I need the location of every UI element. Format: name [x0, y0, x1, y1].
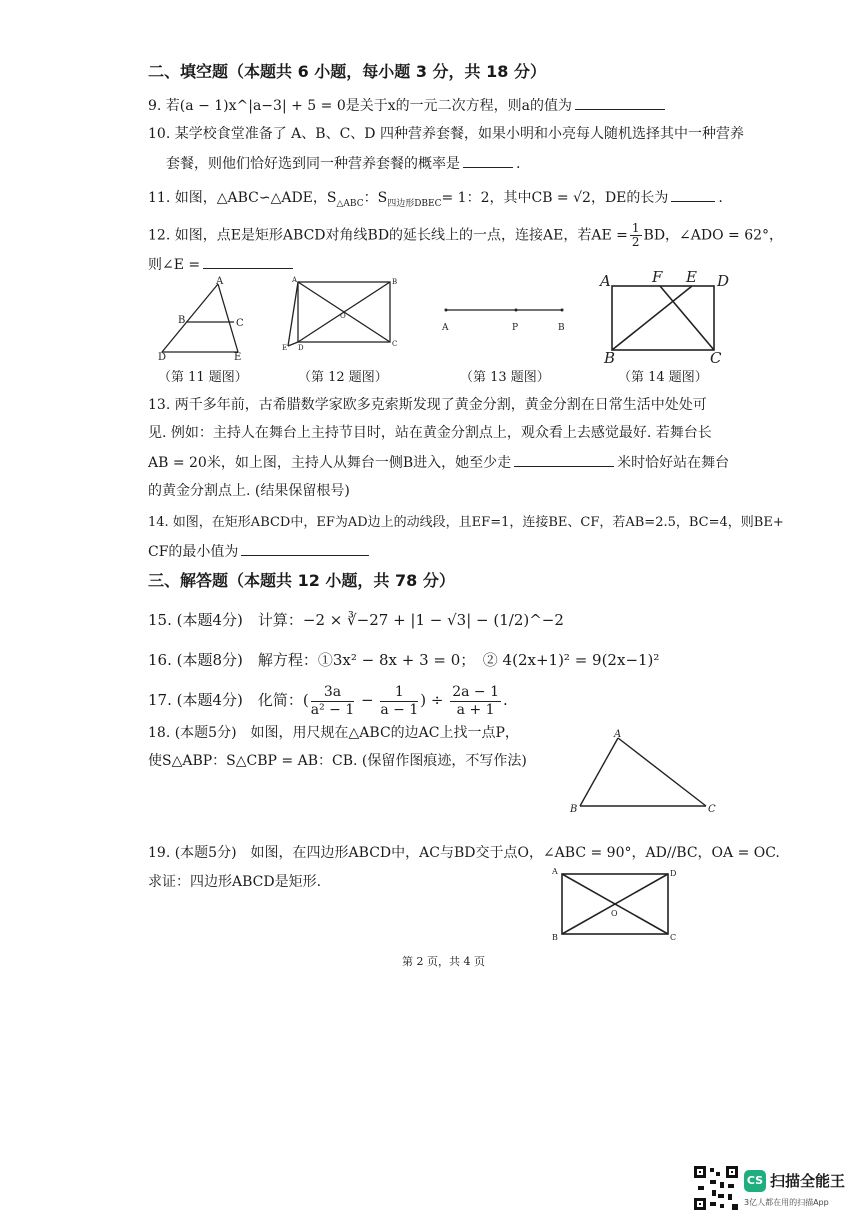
question-17-frac-3: $\frac{2a - 1}{a + 1}$ — [452, 683, 499, 718]
answer-blank-12 — [203, 254, 293, 269]
app-name: 扫描全能王 — [770, 1172, 846, 1190]
fig11-label-e: E — [234, 352, 242, 360]
qr-code-icon — [694, 1166, 738, 1210]
figure-12 — [282, 274, 406, 354]
question-11-sub-abc: △ABC — [336, 198, 364, 209]
fig13-label-a: A — [442, 323, 449, 333]
section-2-title: 二、填空题（本题共 6 小题，每小题 3 分，共 18 分） — [148, 62, 546, 81]
question-11-sub-dbec: 四边形DBEC — [387, 198, 442, 209]
question-9 — [148, 95, 668, 116]
question-19-line-1: 19. (本题5分) 如图，在四边形ABCD中，AC与BD交于点O，∠ABC = 90°，AD//BC，OA = OC. — [148, 845, 780, 861]
answer-blank-11 — [671, 187, 715, 202]
fig13-label-b: B — [558, 323, 565, 333]
question-13-line-1: 13. 两千多年前，古希腊数学家欧多克索斯发现了黄金分割，黄金分割在日常生活中处处可 — [148, 397, 707, 413]
question-19-line-2: 求证：四边形ABCD是矩形. — [148, 874, 322, 890]
fig14-label-a: A — [600, 272, 611, 290]
fig14-label-f: F — [652, 268, 663, 286]
question-10-text: 套餐，则他们恰好选到同一种营养套餐的概率是 — [166, 156, 460, 172]
question-12-text-a: 12. 如图，点E是矩形ABCD对角线BD的延长线上的一点，连接AE，若AE = — [148, 227, 628, 244]
question-11-part-a: 11. 如图，△ABC∽△ADE，S — [148, 190, 337, 206]
fig11-label-c: C — [236, 318, 244, 329]
question-14-line-1: 14. 如图，在矩形ABCD中，EF为AD边上的动线段，且EF=1，连接BE、CF，若AB=2.5，BC=4，则BE+ — [148, 515, 784, 530]
fig19-label-c: C — [670, 933, 677, 942]
question-16: 16. (本题8分) 解方程：①3x² − 8x + 3 = 0； ② 4(2x+1)² = 9(2x−1)² — [148, 651, 660, 669]
fig11-label-b: B — [178, 315, 186, 326]
fig13-label-p: P — [512, 323, 519, 333]
page-number: 第 2 页，共 4 页 — [402, 955, 485, 968]
question-15: 15. (本题4分) 计算：−2 × ∛−27 + |1 − √3| − (1/2)^−2 — [148, 611, 564, 629]
fig12-label-d: D — [298, 344, 304, 352]
caption-fig-14: （第 14 题图） — [618, 370, 708, 385]
fig14-label-e: E — [686, 268, 697, 286]
fig18-label-c: C — [708, 804, 716, 815]
question-12-line-1 — [148, 222, 783, 249]
answer-blank-13 — [514, 452, 614, 467]
question-17-text: 17. (本题4分) 化简：( — [148, 691, 309, 709]
question-13-line-3 — [148, 452, 729, 473]
question-12-text-c: 则∠E = — [148, 257, 201, 273]
question-13-text-b: 米时恰好站在舞台 — [617, 455, 730, 471]
question-13-text-a: AB = 20米，如上图，主持人从舞台一侧B进入，她至少走 — [148, 455, 512, 471]
question-11-part-e: = 1：2，其中CB = √2，DE的长为 — [441, 190, 669, 206]
question-17-frac-2: $\frac{1}{a - 1}$ — [380, 683, 419, 718]
section-3-title: 三、解答题（本题共 12 小题，共 78 分） — [148, 571, 455, 590]
answer-blank-10 — [463, 153, 513, 168]
question-18-line-2: 使S△ABP：S△CBP = AB：CB. (保留作图痕迹，不写作法) — [148, 753, 527, 769]
question-18-line-1: 18. (本题5分) 如图，用尺规在△ABC的边AC上找一点P， — [148, 725, 519, 741]
figure-11 — [150, 276, 250, 360]
fig12-label-c: C — [392, 340, 398, 348]
fig12-label-a: A — [292, 276, 298, 284]
fig14-label-b: B — [604, 349, 616, 364]
question-12-text-b: BD，∠ADO = 62°， — [643, 227, 784, 244]
caption-fig-12: （第 12 题图） — [298, 370, 388, 385]
question-11-part-c: ：S — [363, 190, 388, 206]
question-14-text: CF的最小值为 — [148, 544, 239, 560]
question-17-frac-1: $\frac{3a}{\text{a² − 1}}$ — [310, 683, 355, 718]
question-12-line-2 — [148, 254, 296, 275]
caption-fig-11: （第 11 题图） — [158, 370, 248, 385]
app-tagline: 3亿人都在用的扫描App — [744, 1198, 829, 1207]
figure-13 — [436, 296, 572, 336]
fig19-label-o: O — [611, 909, 618, 918]
fig19-label-d: D — [670, 869, 677, 878]
fig12-label-b: B — [392, 278, 398, 286]
question-14-line-2 — [148, 541, 372, 562]
fig14-label-d: D — [717, 272, 730, 290]
question-9-text: 9. 若(a − 1)x^|a−3| + 5 = 0是关于x的一元二次方程，则a的值为 — [148, 98, 572, 114]
question-17: 17. (本题4分) 化简：( $\frac{3a}{\text{a² − 1}}$ − $\frac{1}{a - 1}$ ) ÷ $\frac{2a - 1}{a + 1}$ . — [148, 683, 508, 718]
question-12-fraction: $\frac{1}{2}$ — [631, 221, 640, 249]
figure-19 — [548, 864, 688, 946]
fig19-label-a: A — [552, 867, 558, 876]
caption-fig-13: （第 13 题图） — [460, 370, 550, 385]
question-11: 11. 如图，△ABC∽△ADE，$S_{\triangle ABC}$：$S_{四边形DBEC}= 1$：2，其中CB = √2，DE的长为 . — [148, 187, 723, 214]
fig12-label-e: E — [282, 344, 288, 352]
figure-18 — [566, 726, 726, 818]
question-13-line-4: 的黄金分割点上. (结果保留根号) — [148, 483, 350, 499]
fig19-label-b: B — [552, 933, 558, 942]
camscanner-logo-icon: CS — [744, 1170, 766, 1192]
fig11-label-d: D — [158, 352, 167, 360]
question-10-line-2: 套餐，则他们恰好选到同一种营养套餐的概率是 . — [166, 153, 520, 174]
question-13-line-2: 见. 例如：主持人在舞台上主持节目时，站在黄金分割点上，观众看上去感觉最好. 若舞台长 — [148, 425, 712, 441]
answer-blank-9 — [575, 95, 665, 110]
fig11-label-a: A — [216, 276, 224, 287]
fig12-label-o: O — [340, 312, 346, 320]
answer-blank-14 — [241, 541, 369, 556]
figure-14 — [596, 266, 736, 364]
fig18-label-a: A — [614, 729, 622, 740]
fig18-label-b: B — [570, 804, 578, 815]
fig14-label-c: C — [710, 349, 722, 364]
question-10-line-1: 10. 某学校食堂准备了 A、B、C、D 四种营养套餐，如果小明和小亮每人随机选择其中一种营养 — [148, 126, 744, 142]
